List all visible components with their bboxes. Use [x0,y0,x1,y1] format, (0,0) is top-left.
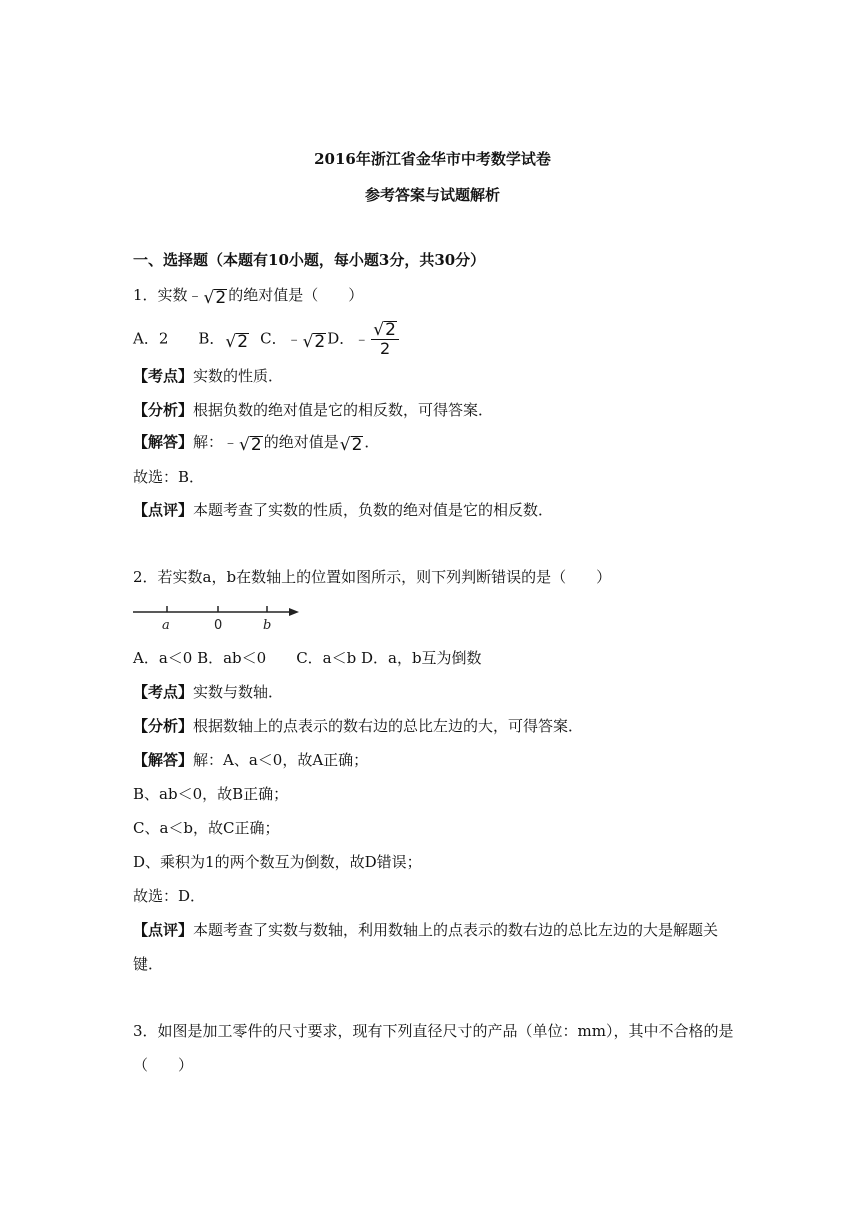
q1-stem-pre: 1．实数﹣ [133,286,203,304]
q1-option-c-label: C．﹣ [260,329,302,348]
page-subtitle: 参考答案与试题解析 [364,186,500,204]
q2-dianping: 【点评】本题考查了实数与数轴，利用数轴上的点表示的数右边的总比左边的大是解题关 [133,921,719,939]
number-line-figure [131,602,303,634]
q3-stem: 3．如图是加工零件的尺寸要求，现有下列直径尺寸的产品（单位：mm），其中不合格的是 [133,1022,734,1040]
q2-jieda: 【解答】解：A、a＜0，故A正确； [133,751,369,769]
page-title: 2016年浙江省金华市中考数学试卷 [314,150,551,168]
sqrt-symbol: √ 2 [302,331,326,352]
q1-fenxi: 【分析】根据负数的绝对值是它的相反数，可得答案． [133,401,494,419]
q1-stem [133,285,363,307]
q1-options [133,321,399,358]
sqrt-symbol: √ 2 [203,288,227,308]
q1-dianping: 【点评】本题考查了实数的性质，负数的绝对值是它的相反数． [133,501,554,519]
q1-answer: 故选：B． [133,468,205,486]
q1-option-b-label: B． [198,329,225,348]
q2-kaodian: 【考点】实数与数轴． [133,683,284,701]
q3-stem-cont: （ ） [133,1056,194,1074]
section-heading: 一、选择题（本题有10小题，每小题3分，共30分） [133,251,486,269]
q2-fenxi: 【分析】根据数轴上的点表示的数右边的总比左边的大，可得答案． [133,717,584,735]
q2-answer: 故选：D． [133,887,206,905]
label-b: b [263,618,272,633]
sqrt-symbol: √ 2 [225,331,249,352]
fraction: √ 2 2 [371,321,399,358]
q1-option-d-label: D．﹣ [327,329,370,348]
q2-options: A．a＜0 B．ab＜0 C．a＜b D．a，b互为倒数 [133,649,482,667]
q2-dianping-cont: 键． [133,955,164,973]
q2-line-c: C、a＜b，故C正确； [133,819,280,837]
label-0: 0 [214,618,223,633]
q1-option-a: A．2 [133,329,169,348]
q2-stem: 2．若实数a，b在数轴上的位置如图所示，则下列判断错误的是（ ） [133,568,612,586]
q1-stem-post: 的绝对值是（ ） [228,286,364,304]
q2-line-d: D、乘积为1的两个数互为倒数，故D错误； [133,853,422,871]
q1-kaodian: 【考点】实数的性质． [133,367,284,385]
sqrt-symbol: √ 2 [239,435,262,455]
number-line-arrow [289,608,299,616]
sqrt-symbol: √ 2 [339,435,363,455]
q2-line-b: B、ab＜0，故B正确； [133,785,289,803]
q1-jieda: 【解答】解：﹣ √ 2 的绝对值是 √ 2 ． [133,433,380,455]
label-a: a [162,618,170,633]
